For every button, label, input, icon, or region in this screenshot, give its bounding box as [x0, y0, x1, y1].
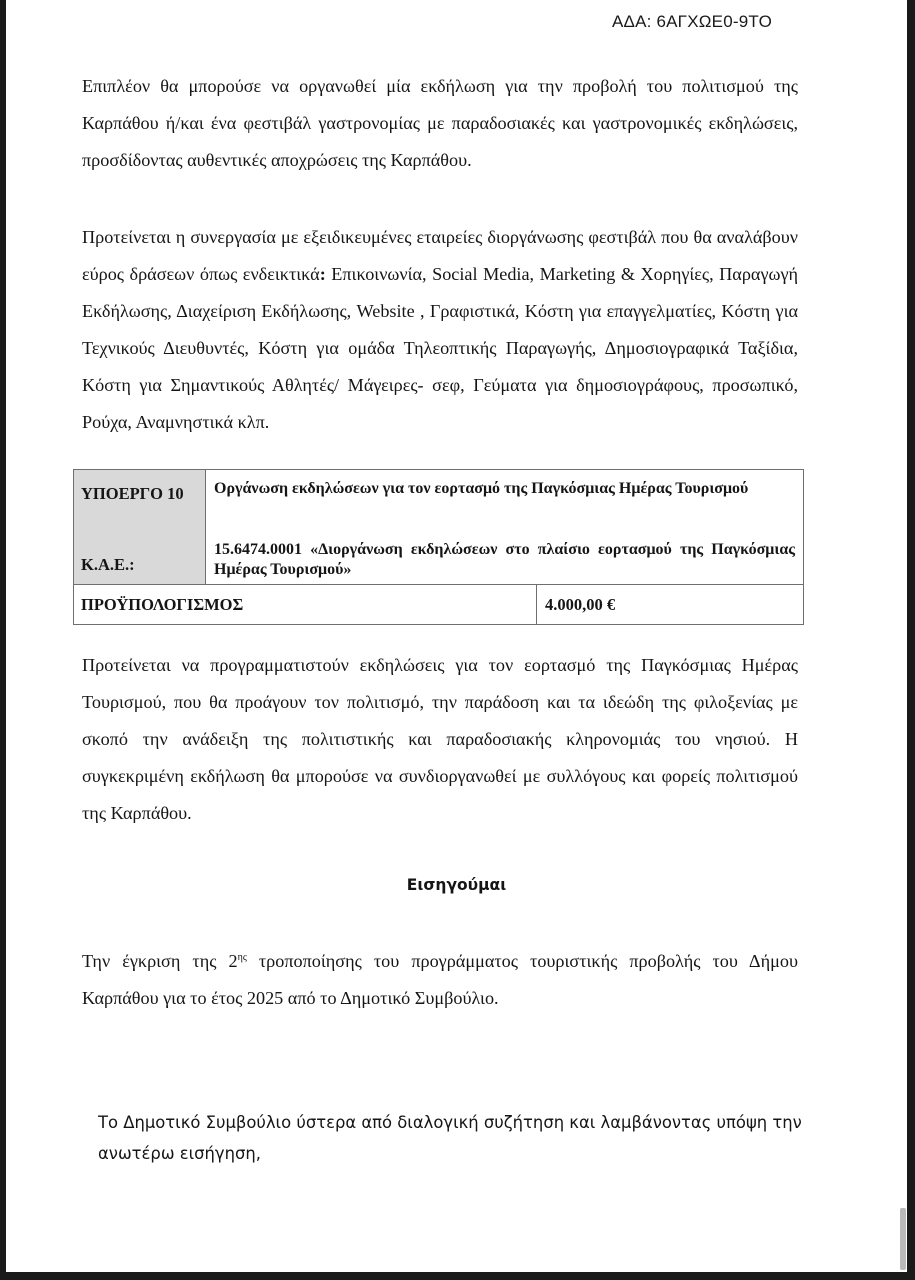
table-row-budget [74, 585, 804, 625]
paragraph-tourism-day [82, 647, 798, 832]
label-cell [74, 470, 206, 585]
paragraph-lead-text: Προτείνεται η συνεργασία με εξειδικευμένες εταιρείες διοργάνωσης φεστιβάλ που θα αναλάβουν εύρος δράσεων όπως ενδεικτικά [82, 227, 798, 284]
ada-identifier: ΑΔΑ: 6ΑΓΧΩΕ0-9ΤΟ [612, 12, 773, 31]
document-page [6, 0, 907, 1272]
kae-value: 15.6474.0001 «Διοργάνωση εκδηλώσεων στο πλαίσιο εορτασμού της Παγκόσμιας Ημέρας Τουρισμού» [214, 541, 795, 578]
ordinal-suffix: ης [237, 952, 247, 963]
vertical-scrollbar[interactable] [900, 1208, 906, 1270]
subproject-table [73, 469, 804, 625]
paragraph-text: Προτείνεται να προγραμματιστούν εκδηλώσεις για τον εορτασμό της Παγκόσμιας Ημέρας Τουρισμού, που θα προάγουν τον πολιτισμό, την παράδοση και τα ιδεώδη της φιλοξενίας με σκοπό την ανάδειξη της πολιτιστικής και παραδοσιακής κληρονομιάς του νησιού. Η συγκεκριμένη εκδήλωση θα μπορούσε να συνδιοργανωθεί με συλλόγους και φορείς πολιτισμού της Καρπάθου. [82, 655, 798, 823]
subproject-label: ΥΠΟΕΡΓΟ 10 [81, 484, 184, 503]
paragraph-recommendation [82, 943, 798, 1017]
table-row-subproject [74, 470, 804, 585]
paragraph-text: Επιπλέον θα μπορούσε να οργανωθεί μία εκδήλωση για την προβολή του πολιτισμού της Καρπάθου ή/και ένα φεστιβάλ γαστρονομίας με παραδοσιακές και γαστρονομικές εκδηλώσεις, προσδίδοντας αυθεντικές αποχρώσεις της Καρπάθου. [82, 76, 798, 170]
colon: : [319, 264, 326, 284]
recommendation-heading: Εισηγούμαι [406, 876, 507, 894]
paragraph-partners-proposal [82, 219, 798, 441]
recommendation-text-start: Την έγκριση της 2 [82, 951, 238, 971]
paragraph-actions-list: Επικοινωνία, Social Media, Marketing & Χορηγίες, Παραγωγή Εκδήλωσης, Διαχείριση Εκδήλωσης, Website , Γραφιστικά, Κόστη για επαγγελματίες, Κόστη για Τεχνικούς Διευθυντές, Κόστη για ομάδα Τηλεοπτικής Παραγωγής, Δημοσιογραφικά Ταξίδια, Κόστη για Σημαντικούς Αθλητές/ Μάγειρες- σεφ, Γεύματα για δημοσιογράφους, προσωπικό, Ρούχα, Αναμνηστικά κλπ. [82, 264, 798, 432]
closing-statement: Το Δημοτικό Συμβούλιο ύστερα από διαλογική συζήτηση και λαμβάνοντας υπόψη την ανωτέρω εισήγηση, [98, 1113, 802, 1163]
paragraph-festival-proposal [82, 68, 798, 179]
budget-value: 4.000,00 € [537, 585, 804, 625]
recommendation-text-end: τροποποίησης του προγράμματος τουριστικής προβολής του Δήμου Καρπάθου για το έτος 2025 από το Δημοτικό Συμβούλιο. [82, 951, 798, 1008]
kae-label: Κ.Α.Ε.: [81, 555, 135, 574]
subproject-title: Οργάνωση εκδηλώσεων για τον εορτασμό της Παγκόσμιας Ημέρας Τουρισμού [214, 480, 749, 497]
budget-label: ΠΡΟΫΠΟΛΟΓΙΣΜΟΣ [74, 585, 537, 625]
description-cell [206, 470, 804, 585]
